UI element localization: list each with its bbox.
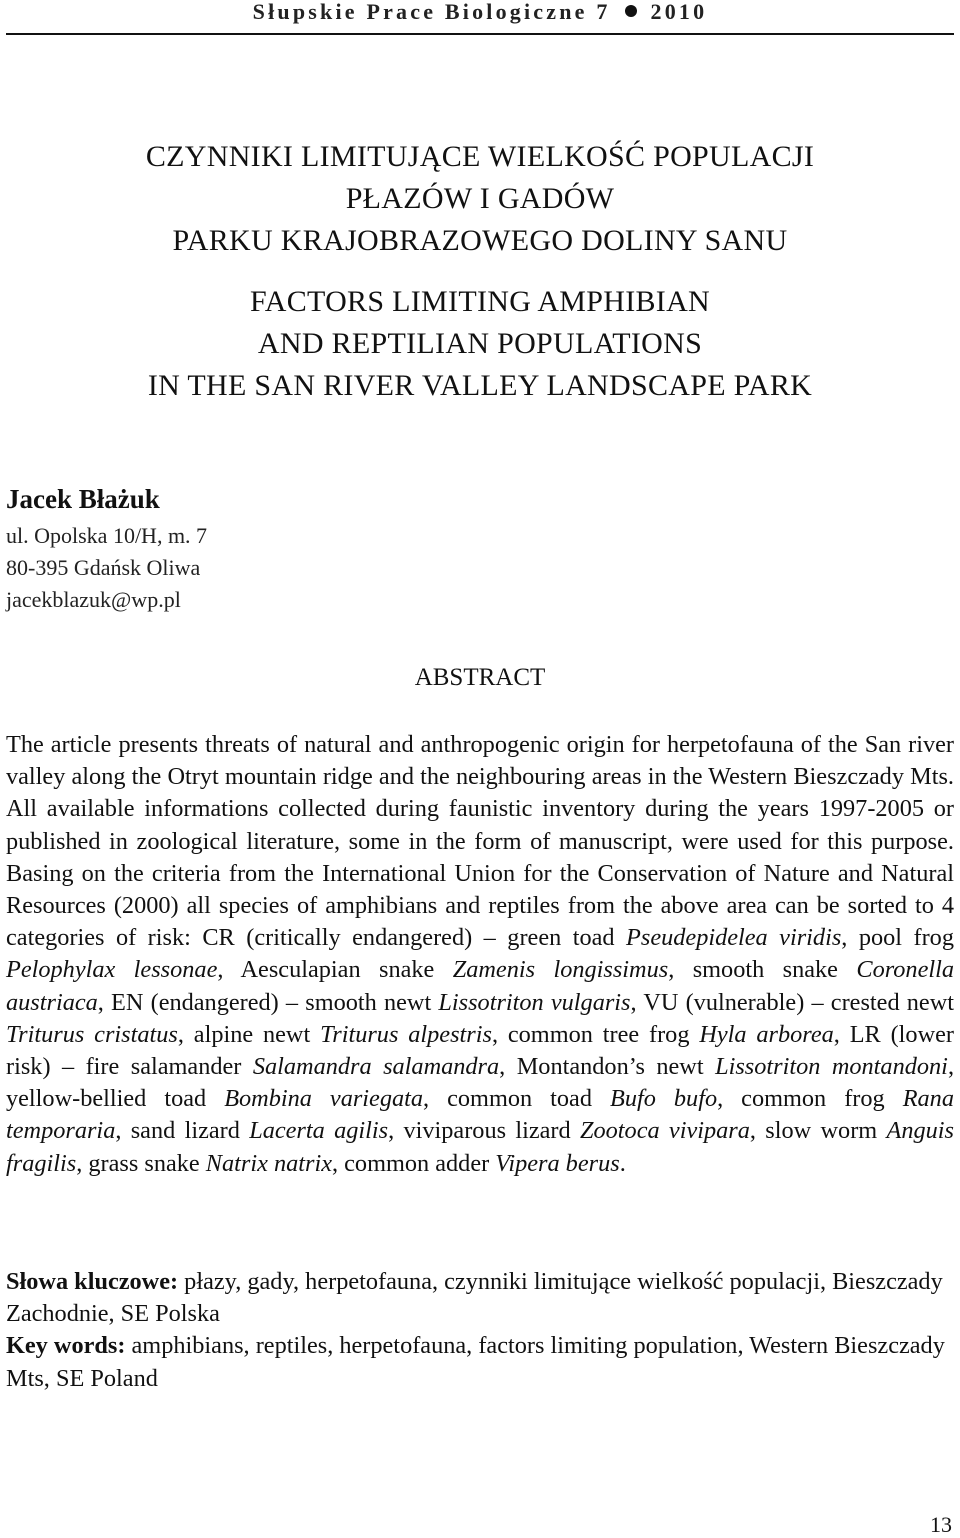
keywords-polish bbox=[6, 1266, 954, 1330]
author-name: Jacek Błażuk bbox=[6, 484, 160, 514]
author-address-city: 80-395 Gdańsk Oliwa bbox=[6, 555, 201, 580]
abstract-text: , slow worm bbox=[749, 1117, 887, 1145]
keywords-en-label: Key words: bbox=[6, 1332, 126, 1360]
abstract-text: , common tree frog bbox=[491, 1020, 700, 1048]
title-en-line: FACTORS LIMITING AMPHIBIAN bbox=[249, 285, 711, 318]
page-number: 13 bbox=[930, 1512, 952, 1537]
species-name: Rana temporaria bbox=[6, 1085, 954, 1145]
title-pl-line: PŁAZÓW I GADÓW bbox=[345, 182, 615, 215]
abstract-text: , Aesculapian snake bbox=[217, 956, 453, 984]
author-address-street: ul. Opolska 10/H, m. 7 bbox=[6, 523, 208, 548]
species-name: Coronella austriaca bbox=[6, 956, 954, 1016]
running-header bbox=[0, 0, 960, 34]
author-block bbox=[6, 478, 207, 616]
abstract-text: , common toad bbox=[423, 1085, 610, 1113]
abstract-heading: ABSTRACT bbox=[414, 664, 546, 691]
title-en-line: IN THE SAN RIVER VALLEY LANDSCAPE PARK bbox=[147, 369, 813, 402]
keywords-english bbox=[6, 1330, 954, 1394]
species-name: Pelophylax lessonae bbox=[6, 956, 218, 984]
species-name: Triturus alpestris bbox=[320, 1020, 492, 1048]
abstract-text: , common frog bbox=[717, 1085, 903, 1113]
abstract-text: , grass snake bbox=[76, 1149, 206, 1177]
journal-volume: 7 bbox=[596, 0, 611, 24]
abstract-text: , pool frog bbox=[841, 924, 954, 952]
species-name: Lissotriton vulgaris bbox=[438, 988, 631, 1016]
abstract-text: The article presents threats of natural and anthropogenic origin for herpetofauna of the San river valley along the Otryt mountain ridge and the neighbouring areas in the Western Bieszczady Mts. All available informations collected during faunistic inventory during the years 1997-2005 or published in zoological literature, some in the form of manuscript, were used for this purpose. Basing on the criteria from the International Union for the Conservation of Nature and Natural Resources (2000) all species of amphibians and reptiles from the above area can be sorted to 4 categories of risk: CR (critically endangered) – green toad bbox=[6, 731, 954, 952]
keywords-pl-text: płazy, gady, herpetofauna, czynniki limitujące wielkość populacji, Bieszczady Zachodnie, SE Polska bbox=[6, 1268, 943, 1328]
abstract-text: , LR (lower risk) – fire salamander bbox=[6, 1020, 954, 1081]
keywords-pl-label: Słowa kluczowe: bbox=[6, 1268, 179, 1295]
abstract-text: , yellow-bellied toad bbox=[6, 1053, 955, 1113]
species-name: Zootoca vivipara bbox=[579, 1117, 750, 1145]
title-pl-line: CZYNNIKI LIMITUJĄCE WIELKOŚĆ POPULACJI bbox=[145, 140, 815, 173]
species-name: Bufo bufo bbox=[610, 1085, 718, 1113]
abstract-text: , Montandon’s newt bbox=[499, 1053, 716, 1081]
abstract-text: , common adder bbox=[332, 1149, 496, 1177]
species-name: Lacerta agilis bbox=[249, 1117, 389, 1145]
abstract-text: , VU (vulnerable) – crested newt bbox=[630, 988, 954, 1016]
species-name: Salamandra salamandra bbox=[252, 1053, 500, 1081]
bullet-icon bbox=[625, 5, 637, 17]
species-name: Hyla arborea bbox=[699, 1020, 834, 1048]
keywords-block bbox=[6, 1266, 954, 1395]
abstract-text: , smooth snake bbox=[668, 956, 857, 984]
abstract-text: . bbox=[619, 1149, 626, 1177]
title-english bbox=[0, 281, 960, 407]
species-name: Bombina variegata bbox=[224, 1085, 424, 1113]
species-name: Zamenis longissimus bbox=[452, 956, 669, 984]
species-name: Vipera berus bbox=[495, 1149, 620, 1177]
title-pl-line: PARKU KRAJOBRAZOWEGO DOLINY SANU bbox=[172, 224, 788, 257]
abstract-text: , viviparous lizard bbox=[388, 1117, 580, 1145]
journal-year: 2010 bbox=[650, 0, 708, 24]
species-name: Natrix natrix bbox=[205, 1149, 332, 1177]
species-name: Lissotriton montandoni bbox=[715, 1053, 948, 1081]
title-polish bbox=[0, 136, 960, 262]
abstract-text: , EN (endangered) – smooth newt bbox=[97, 988, 439, 1016]
title-en-line: AND REPTILIAN POPULATIONS bbox=[257, 327, 703, 360]
author-email-link[interactable]: jacekblazuk@wp.pl bbox=[6, 587, 181, 612]
abstract-text: , sand lizard bbox=[115, 1117, 250, 1145]
journal-name: Słupskie Prace Biologiczne bbox=[252, 0, 588, 24]
keywords-en-text: amphibians, reptiles, herpetofauna, factors limiting population, Western Bieszczady Mts, SE Poland bbox=[6, 1332, 945, 1392]
species-name: Anguis fragilis bbox=[6, 1117, 954, 1177]
abstract-body bbox=[6, 729, 954, 1180]
species-name: Pseudepidelea viridis bbox=[626, 924, 842, 952]
species-name: Triturus cristatus bbox=[6, 1020, 178, 1048]
abstract-text: , alpine newt bbox=[177, 1020, 321, 1048]
header-rule bbox=[6, 33, 954, 35]
